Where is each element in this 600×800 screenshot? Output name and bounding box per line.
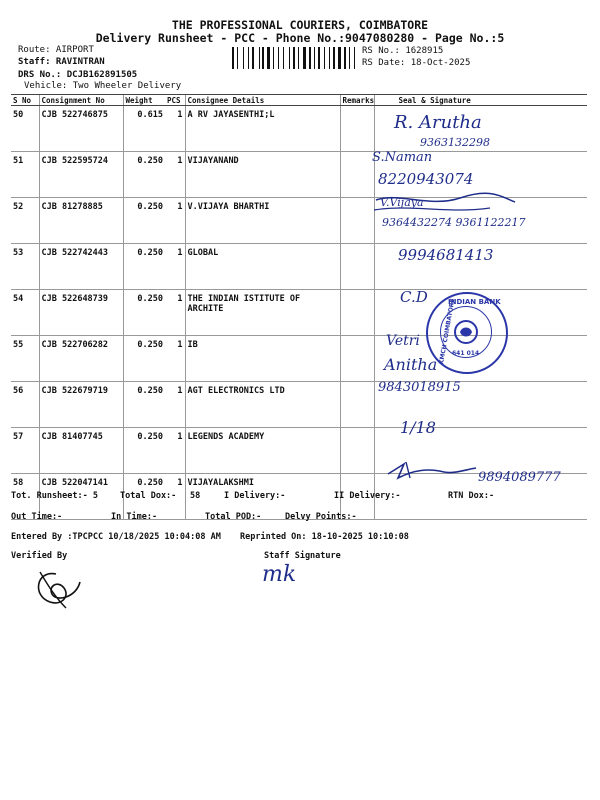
barcode-bar [255,47,258,69]
signature-r52: V.Vijaya [380,196,424,209]
cell-pcs: 1 [165,290,185,336]
barcode-bar [338,47,341,69]
barcode-bar [298,47,299,69]
barcode-bar [262,47,264,69]
cell-consignment: CJB 522746875 [39,106,123,152]
cell-remarks [340,428,374,474]
cell-weight: 0.250 [123,290,165,336]
runsheet-title: Delivery Runsheet - PCC - Phone No.:9047080280 - Page No.:5 [95,31,505,45]
barcode-bar [235,47,236,69]
verifier-signature [26,562,86,612]
i-delivery: I Delivery:- [224,491,286,501]
cell-consignee: LEGENDS ACADEMY [185,428,340,474]
total-dox-label: Total Dox:- [120,491,177,501]
cell-sno: 58 [11,474,39,520]
barcode-bar [316,47,317,69]
cell-consignee: IB [185,336,340,382]
barcode-bar [312,47,313,69]
barcode-bar [232,47,234,69]
cell-consignment: CJB 522706282 [39,336,123,382]
barcode-bar [344,47,346,69]
barcode-bar [342,47,343,69]
col-remarks: Remarks [340,95,374,106]
barcode-bar [293,47,295,69]
phone-r58: 9894089777 [478,470,561,485]
col-sno: S No [11,95,39,106]
barcode-bar [250,47,251,69]
barcode-bar [321,47,324,69]
barcode-bar [354,47,355,69]
cell-pcs: 1 [165,198,185,244]
barcode-bar [300,47,302,69]
barcode-bar [271,47,272,69]
cell-remarks [340,198,374,244]
barcode-bar [278,47,279,69]
barcode-bar [333,47,335,69]
stamp-bank-name: INDIAN BANK [448,298,501,306]
cell-remarks [340,106,374,152]
barcode-bar [326,47,328,69]
cell-sno: 52 [11,198,39,244]
rs-number: RS No.: 1628915 [362,46,444,56]
cell-consignee: V.VIJAYA BHARTHI [185,198,340,244]
barcode-bar [261,47,262,69]
stamp-code: 641 014 [452,350,480,357]
barcode-bar [329,47,330,69]
barcode-bar [356,47,359,69]
barcode-bar [331,47,332,69]
cell-pcs: 1 [165,244,185,290]
signature-r58-scribble [384,456,480,486]
barcode-bar [314,47,315,69]
table-row [11,244,587,290]
cell-consignee: GLOBAL [185,244,340,290]
cell-weight: 0.250 [123,244,165,290]
vehicle: Vehicle: Two Wheeler Delivery [24,81,182,91]
cell-weight: 0.615 [123,106,165,152]
phone-r50: 9363132298 [420,136,490,149]
barcode-bar [285,47,288,69]
col-consignee: Consignee Details [185,95,340,106]
barcode-bar [296,47,297,69]
barcode [232,47,360,69]
cell-remarks [340,244,374,290]
verified-by-label: Verified By [11,551,68,561]
staff-signature: mk [262,562,297,587]
phone-r53: 9994681413 [398,246,494,264]
cell-consignee: VIJAYALAKSHMI [185,474,340,520]
barcode-bar [265,47,266,69]
reprinted-on: Reprinted On: 18-10-2025 10:10:08 [240,532,409,542]
col-pcs: PCS [165,95,185,106]
stamp-branch: KMCH COIMBATORE [438,298,457,365]
barcode-bar [239,47,242,69]
company-title: THE PROFESSIONAL COURIERS, COIMBATORE [171,18,429,32]
delvy-points: Delvy Points:- [285,512,357,522]
cell-weight: 0.250 [123,152,165,198]
signature-r50: R. Arutha [394,112,482,133]
cell-pcs: 1 [165,336,185,382]
staff: Staff: RAVINTRAN [18,57,105,67]
rs-date: RS Date: 18-Oct-2025 [362,58,471,68]
cell-consignment: CJB 81407745 [39,428,123,474]
barcode-bar [307,47,308,69]
cell-remarks [340,152,374,198]
barcode-bar [289,47,290,69]
barcode-bar [309,47,311,69]
signature-r56: Anitha [384,355,438,374]
barcode-bar [349,47,350,69]
strike-through-scribble [370,186,520,216]
cell-consignment: CJB 81278885 [39,198,123,244]
barcode-bar [259,47,260,69]
barcode-bar [245,47,247,69]
cell-sno: 53 [11,244,39,290]
cell-consignee: VIJAYANAND [185,152,340,198]
mark-r57: 1/18 [400,418,436,437]
cell-sno: 57 [11,428,39,474]
barcode-bar [243,47,244,69]
rtn-dox: RTN Dox:- [448,491,495,501]
phone-r52: 9364432274 9361122217 [382,216,526,229]
cell-weight: 0.250 [123,474,165,520]
table-row [11,106,587,152]
barcode-bar [303,47,306,69]
cell-sno: 51 [11,152,39,198]
barcode-bar [252,47,254,69]
cell-weight: 0.250 [123,428,165,474]
cell-consignment: CJB 522679719 [39,382,123,428]
cell-consignee: THE INDIAN ISTITUTE OF ARCHITE [185,290,340,336]
out-time: Out Time:- [11,512,63,522]
total-pod: Total POD:- [205,512,262,522]
phone-r56: 9843018915 [378,380,461,395]
cell-weight: 0.250 [123,198,165,244]
table-row [11,382,587,428]
cell-sno: 56 [11,382,39,428]
barcode-bar [291,47,292,69]
cell-weight: 0.250 [123,336,165,382]
cell-remarks [340,336,374,382]
route: Route: AIRPORT [18,45,94,55]
cell-pcs: 1 [165,152,185,198]
ii-delivery: II Delivery:- [334,491,401,501]
cell-pcs: 1 [165,382,185,428]
drs-number: DRS No.: DCJB162891505 [18,70,138,80]
cell-pcs: 1 [165,106,185,152]
barcode-bar [275,47,277,69]
cell-weight: 0.250 [123,382,165,428]
barcode-bar [267,47,270,69]
mark-r54: C.D [400,288,428,306]
cell-sno: 54 [11,290,39,336]
barcode-bar [248,47,249,69]
bank-logo-icon [452,318,480,346]
barcode-bar [336,47,337,69]
barcode-bar [318,47,320,69]
tot-runsheet: Tot. Runsheet:- 5 [11,491,98,501]
runsheet-table [11,94,587,520]
barcode-bar [324,47,325,69]
staff-signature-label: Staff Signature [264,551,341,561]
cell-consignment: CJB 522742443 [39,244,123,290]
cell-pcs: 1 [165,428,185,474]
cell-consignment: CJB 522648739 [39,290,123,336]
barcode-bar [280,47,282,69]
col-consignment: Consignment No [39,95,123,106]
cell-sno: 50 [11,106,39,152]
cell-consignee: AGT ELECTRONICS LTD [185,382,340,428]
cell-consignee: A RV JAYASENTHI;L [185,106,340,152]
table-row [11,428,587,474]
barcode-bar [283,47,284,69]
barcode-bar [347,47,348,69]
in-time: In Time:- [111,512,158,522]
cell-remarks [340,382,374,428]
barcode-bar [273,47,274,69]
signature-r51: S.Naman [372,150,433,165]
cell-remarks [340,290,374,336]
entered-by: Entered By :TPCPCC 10/18/2025 10:04:08 AM [11,532,221,542]
barcode-bar [237,47,238,69]
total-dox-value: 58 [190,491,201,501]
cell-pcs: 1 [165,474,185,520]
cell-consignment: CJB 522595724 [39,152,123,198]
bank-seal-stamp [426,292,508,374]
phone-r51: 8220943074 [378,170,474,188]
table-header-row [11,95,587,106]
col-weight: Weight [123,95,165,106]
cell-sno: 55 [11,336,39,382]
cell-consignment: CJB 522047141 [39,474,123,520]
signature-r55: Vetri [386,333,420,349]
barcode-bar [351,47,353,69]
col-signature: Seal & Signature [374,95,587,106]
